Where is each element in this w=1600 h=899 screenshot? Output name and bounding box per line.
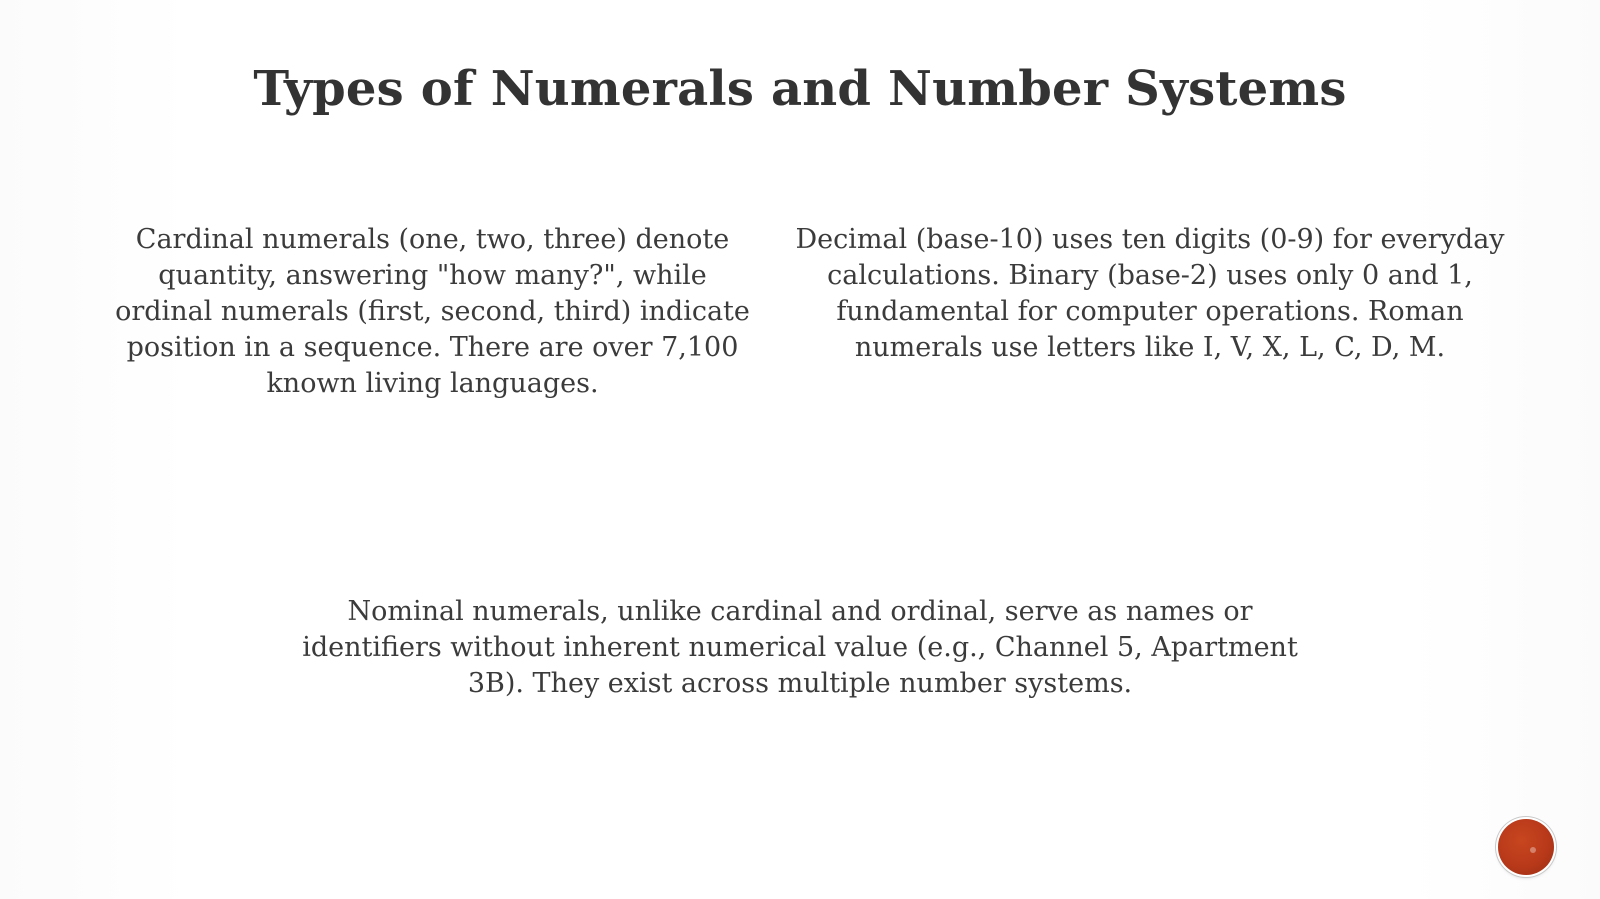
paragraph-nominal-numerals: Nominal numerals, unlike cardinal and ordinal, serve as names or identifiers without inherent numerical value (e.g., Channel 5, Apartment 3B). They exist across multiple number systems. xyxy=(302,596,1298,699)
circle-nav-icon xyxy=(1530,847,1536,853)
slide-title: Types of Numerals and Number Systems xyxy=(253,61,1347,117)
paragraph-cardinal-ordinal: Cardinal numerals (one, two, three) denote quantity, answering "how many?", while ordinal numerals (first, second, third) indicate position in a sequence. There are over 7,100 known living languages. xyxy=(115,224,750,399)
paragraph-number-systems: Decimal (base-10) uses ten digits (0-9) for everyday calculations. Binary (base-2) uses only 0 and 1, fundamental for computer operations. Roman numerals use letters like I, V, X, L, C, D, M. xyxy=(795,224,1505,363)
slide-nav-button[interactable] xyxy=(1498,819,1554,875)
